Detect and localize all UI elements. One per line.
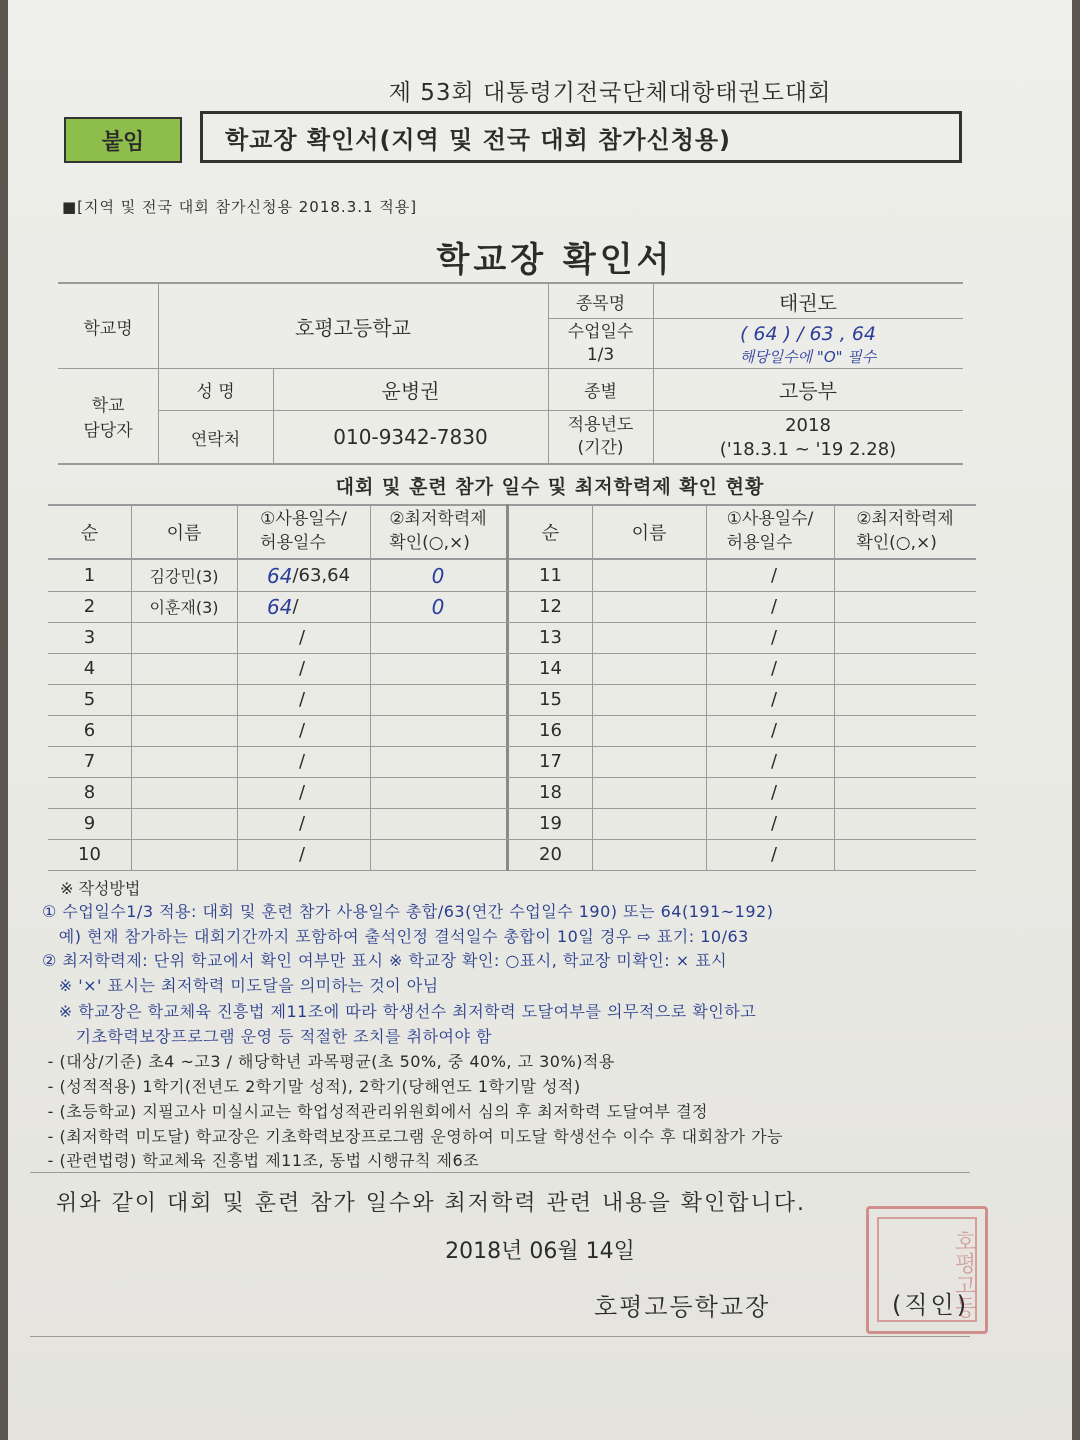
row-number: 19 bbox=[539, 813, 562, 834]
contact-label: 연락처 bbox=[190, 429, 241, 450]
row-number: 12 bbox=[539, 596, 562, 617]
academic-check bbox=[370, 839, 506, 870]
academic-check bbox=[834, 839, 976, 870]
days-allowed: / bbox=[299, 720, 306, 741]
method-note-line: ※ 학교장은 학교체육 진흥법 제11조에 따라 학생선수 최저학력 도달여부를 의무적으로 확인하고 bbox=[42, 1002, 757, 1021]
academic-check bbox=[834, 746, 976, 777]
row-number: 3 bbox=[83, 627, 96, 648]
row-number: 9 bbox=[83, 813, 96, 834]
document-sheet bbox=[8, 0, 1072, 1440]
days-allowed: / bbox=[770, 751, 778, 772]
row-number: 4 bbox=[83, 658, 96, 679]
school-name-value: 호평고등학교 bbox=[295, 315, 411, 340]
academic-check bbox=[370, 746, 506, 777]
player-name bbox=[592, 839, 706, 870]
method-note-line: - (최저학력 미도달) 학교장은 기초학력보장프로그램 운영하여 미도달 학생선수 이수 후 대회참가 가능 bbox=[42, 1127, 783, 1146]
row-number: 8 bbox=[83, 782, 96, 803]
method-note-line: - (초등학교) 지필고사 미실시교는 학업성적관리위원회에서 심의 후 최저학력 도달여부 결정 bbox=[42, 1102, 708, 1121]
row-number: 15 bbox=[539, 689, 562, 710]
days-cell bbox=[237, 622, 370, 653]
days-allowed: /63,64 bbox=[292, 565, 351, 586]
days-used: 64 bbox=[267, 594, 293, 619]
academic-check bbox=[370, 622, 506, 653]
contact-value: 010-9342-7830 bbox=[333, 425, 488, 449]
manager-name-value: 윤병권 bbox=[381, 379, 440, 403]
row-number: 14 bbox=[539, 658, 562, 679]
days-allowed: / bbox=[299, 689, 306, 710]
class-days-value: ( 64 ) / 63 , 64 bbox=[739, 323, 877, 345]
row-number: 18 bbox=[539, 782, 562, 803]
days-allowed: / bbox=[770, 813, 778, 834]
days-allowed: / bbox=[770, 720, 778, 741]
header-no-left: 순 bbox=[80, 523, 99, 544]
days-allowed: / bbox=[770, 565, 778, 586]
method-note-line: ※ '×' 표시는 최저학력 미도달을 의미하는 것이 아님 bbox=[42, 976, 439, 995]
academic-check bbox=[834, 560, 976, 591]
academic-check: 0 bbox=[431, 594, 445, 619]
name-label: 성 명 bbox=[196, 382, 235, 402]
row-number: 5 bbox=[83, 689, 96, 710]
days-cell bbox=[237, 715, 370, 746]
header-days-right: ①사용일수/ 허용일수 bbox=[726, 509, 814, 553]
row-number: 17 bbox=[539, 751, 562, 772]
header-days-left: ①사용일수/ 허용일수 bbox=[260, 509, 347, 553]
header-check-left: ②최저학력제 확인(○,×) bbox=[389, 509, 487, 553]
row-number: 1 bbox=[83, 565, 96, 586]
days-allowed: / bbox=[770, 627, 778, 648]
player-name bbox=[592, 777, 706, 808]
academic-check bbox=[834, 653, 976, 684]
event-title: 제 53회 대통령기전국단체대항태권도대회 bbox=[388, 80, 832, 106]
days-allowed: / bbox=[770, 782, 778, 803]
player-name bbox=[131, 715, 237, 746]
row-number: 11 bbox=[539, 565, 562, 586]
header-name-right: 이름 bbox=[631, 523, 667, 544]
player-name bbox=[131, 653, 237, 684]
academic-check bbox=[370, 808, 506, 839]
row-number: 7 bbox=[83, 751, 96, 772]
days-used: 64 bbox=[267, 563, 293, 588]
principal-name: 호평고등학교장 bbox=[594, 1293, 771, 1321]
player-name bbox=[592, 684, 706, 715]
academic-check bbox=[834, 684, 976, 715]
class-days-label: 수업일수 1/3 bbox=[567, 321, 634, 365]
method-note-line: ① 수업일수1/3 적용: 대회 및 훈련 참가 사용일수 총합/63(연간 수업일수 190) 또는 64(191~192) bbox=[42, 902, 774, 921]
header-name-left: 이름 bbox=[166, 523, 202, 544]
days-cell bbox=[237, 653, 370, 684]
player-name bbox=[592, 715, 706, 746]
player-name bbox=[131, 777, 237, 808]
days-allowed: / bbox=[292, 596, 299, 617]
division-value: 고등부 bbox=[779, 379, 837, 403]
days-allowed: / bbox=[299, 751, 306, 772]
academic-check bbox=[834, 591, 976, 622]
academic-check bbox=[834, 777, 976, 808]
days-cell bbox=[237, 591, 370, 622]
days-allowed: / bbox=[299, 658, 306, 679]
header-no-right: 순 bbox=[541, 523, 560, 544]
days-cell bbox=[237, 684, 370, 715]
event-value: 태권도 bbox=[779, 290, 837, 315]
document-type-box: 학교장 확인서(지역 및 전국 대회 참가신청용) bbox=[200, 111, 962, 163]
academic-check bbox=[370, 684, 506, 715]
method-heading: ※ 작성방법 bbox=[60, 879, 141, 898]
seal-label: (직인) bbox=[892, 1291, 970, 1319]
days-cell bbox=[237, 560, 370, 591]
player-name bbox=[131, 839, 237, 870]
row-number: 10 bbox=[78, 844, 101, 865]
method-note-line: - (관련법령) 학교체육 진흥법 제11조, 동법 시행규칙 제6조 bbox=[42, 1151, 480, 1170]
days-cell bbox=[237, 777, 370, 808]
academic-check: 0 bbox=[431, 563, 445, 588]
row-number: 6 bbox=[83, 720, 96, 741]
days-allowed: / bbox=[770, 596, 778, 617]
days-allowed: / bbox=[299, 627, 306, 648]
division-label: 종별 bbox=[584, 382, 617, 402]
academic-check bbox=[370, 777, 506, 808]
academic-check bbox=[370, 653, 506, 684]
days-allowed: / bbox=[299, 813, 306, 834]
player-name bbox=[131, 746, 237, 777]
year-label: 적용년도 (기간) bbox=[567, 415, 634, 458]
days-allowed: / bbox=[299, 782, 306, 803]
player-name: 이훈재(3) bbox=[149, 598, 219, 617]
academic-check bbox=[370, 715, 506, 746]
player-name bbox=[592, 746, 706, 777]
row-number: 13 bbox=[539, 627, 562, 648]
row-number: 16 bbox=[539, 720, 562, 741]
method-note-line: 예) 현재 참가하는 대회기간까지 포함하여 출석인정 결석일수 총합이 10일 경우 ⇨ 표기: 10/63 bbox=[42, 927, 749, 946]
manager-label: 학교 담당자 bbox=[83, 396, 133, 441]
row-number: 2 bbox=[83, 596, 96, 617]
event-label: 종목명 bbox=[575, 293, 626, 314]
school-name-label: 학교명 bbox=[83, 318, 133, 339]
period-value: ('18.3.1 ~ '19 2.28) bbox=[719, 438, 897, 460]
method-note-line: - (대상/기준) 초4 ~고3 / 해당학년 과목평균(초 50%, 중 40%, 고 30%)적용 bbox=[42, 1052, 615, 1071]
player-name bbox=[131, 622, 237, 653]
method-note-line: - (성적적용) 1학기(전년도 2학기말 성적), 2학기(당해연도 1학기말 성적) bbox=[42, 1077, 581, 1096]
closing-statement: 위와 같이 대회 및 훈련 참가 일수와 최저학력 관련 내용을 확인합니다. bbox=[56, 1191, 806, 1216]
days-allowed: / bbox=[770, 689, 778, 710]
method-note-line: 기초학력보장프로그램 운영 등 적절한 조치를 취하여야 함 bbox=[42, 1027, 492, 1046]
player-name bbox=[592, 808, 706, 839]
academic-check bbox=[834, 622, 976, 653]
class-days-note: 해당일수에 "O" 필수 bbox=[739, 347, 877, 366]
player-name bbox=[592, 653, 706, 684]
year-value: 2018 bbox=[785, 414, 831, 436]
player-name bbox=[592, 560, 706, 591]
academic-check bbox=[834, 715, 976, 746]
attachment-badge: 붙임 bbox=[64, 117, 182, 163]
player-name bbox=[592, 622, 706, 653]
main-title: 학교장 확인서 bbox=[436, 240, 674, 280]
player-name bbox=[131, 684, 237, 715]
seal-text: 호평고등 bbox=[951, 1230, 976, 1318]
roster-section-title: 대회 및 훈련 참가 일수 및 최저학력제 확인 현황 bbox=[335, 476, 765, 498]
application-note: ■[지역 및 전국 대회 참가신청용 2018.3.1 적용] bbox=[62, 198, 418, 216]
issue-date: 2018년 06월 14일 bbox=[445, 1239, 635, 1264]
row-number: 20 bbox=[539, 844, 562, 865]
days-cell bbox=[237, 808, 370, 839]
days-cell bbox=[237, 839, 370, 870]
days-allowed: / bbox=[770, 658, 778, 679]
academic-check bbox=[834, 808, 976, 839]
days-allowed: / bbox=[770, 844, 778, 865]
player-name bbox=[592, 591, 706, 622]
header-check-right: ②최저학력제 확인(○,×) bbox=[856, 509, 954, 553]
player-name: 김강민(3) bbox=[149, 567, 219, 586]
days-allowed: / bbox=[299, 844, 306, 865]
method-note-line: ② 최저학력제: 단위 학교에서 확인 여부만 표시 ※ 학교장 확인: ○표시, 학교장 미확인: × 표시 bbox=[42, 951, 728, 970]
player-name bbox=[131, 808, 237, 839]
days-cell bbox=[237, 746, 370, 777]
